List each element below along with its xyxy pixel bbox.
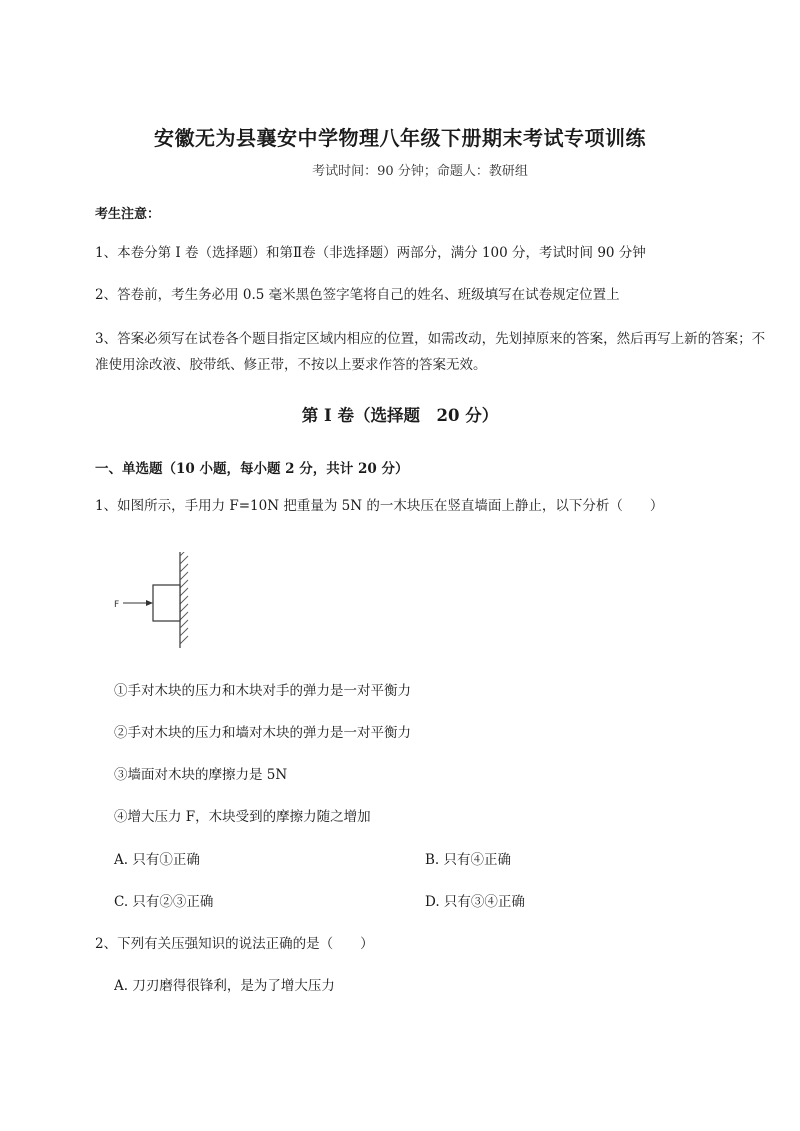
question-2-stem: 2、下列有关压强知识的说法正确的是（ ） xyxy=(95,936,374,952)
force-label: F xyxy=(114,600,120,610)
statement-4: ④增大压力 F，木块受到的摩擦力随之增加 xyxy=(114,809,371,825)
option-a: A. 只有①正确 xyxy=(114,852,200,868)
option-b: B. 只有④正确 xyxy=(425,852,512,868)
notice-item-1: 1、本卷分第 I 卷（选择题）和第Ⅱ卷（非选择题）两部分，满分 100 分，考试时间 90 分钟 xyxy=(95,245,646,261)
notice-item-3: 3、答案必须写在试卷各个题目指定区域内相应的位置，如需改动，先划掉原来的答案，然后再写上新的答案；不准使用涂改液、胶带纸、修正带，不按以上要求作答的答案无效。 xyxy=(95,331,766,373)
option-c: C. 只有②③正确 xyxy=(114,894,214,910)
exam-info: 考试时间：90 分钟；命题人：教研组 xyxy=(312,164,528,179)
section-title: 第 I 卷（选择题 20 分） xyxy=(301,406,499,425)
option-d: D. 只有③④正确 xyxy=(425,894,525,910)
statement-3: ③墙面对木块的摩擦力是 5N xyxy=(114,767,288,783)
statement-2: ②手对木块的压力和墙对木块的弹力是一对平衡力 xyxy=(114,725,411,741)
notice-item-2: 2、答卷前，考生务必用 0.5 毫米黑色签字笔将自己的姓名、班级填写在试卷规定位置上 xyxy=(95,287,620,303)
statement-1: ①手对木块的压力和木块对手的弹力是一对平衡力 xyxy=(114,683,411,699)
part-heading: 一、单选题（10 小题，每小题 2 分，共计 20 分） xyxy=(95,461,409,477)
wall-block-figure xyxy=(112,552,202,656)
question-1-stem: 1、如图所示，手用力 F=10N 把重量为 5N 的一木块压在竖直墙面上静止，以下分析（ ） xyxy=(95,498,664,514)
notice-heading: 考生注意： xyxy=(95,207,161,222)
page-title: 安徽无为县襄安中学物理八年级下册期末考试专项训练 xyxy=(154,126,646,150)
q2-option-a: A. 刀刃磨得很锋利，是为了增大压力 xyxy=(114,978,335,994)
